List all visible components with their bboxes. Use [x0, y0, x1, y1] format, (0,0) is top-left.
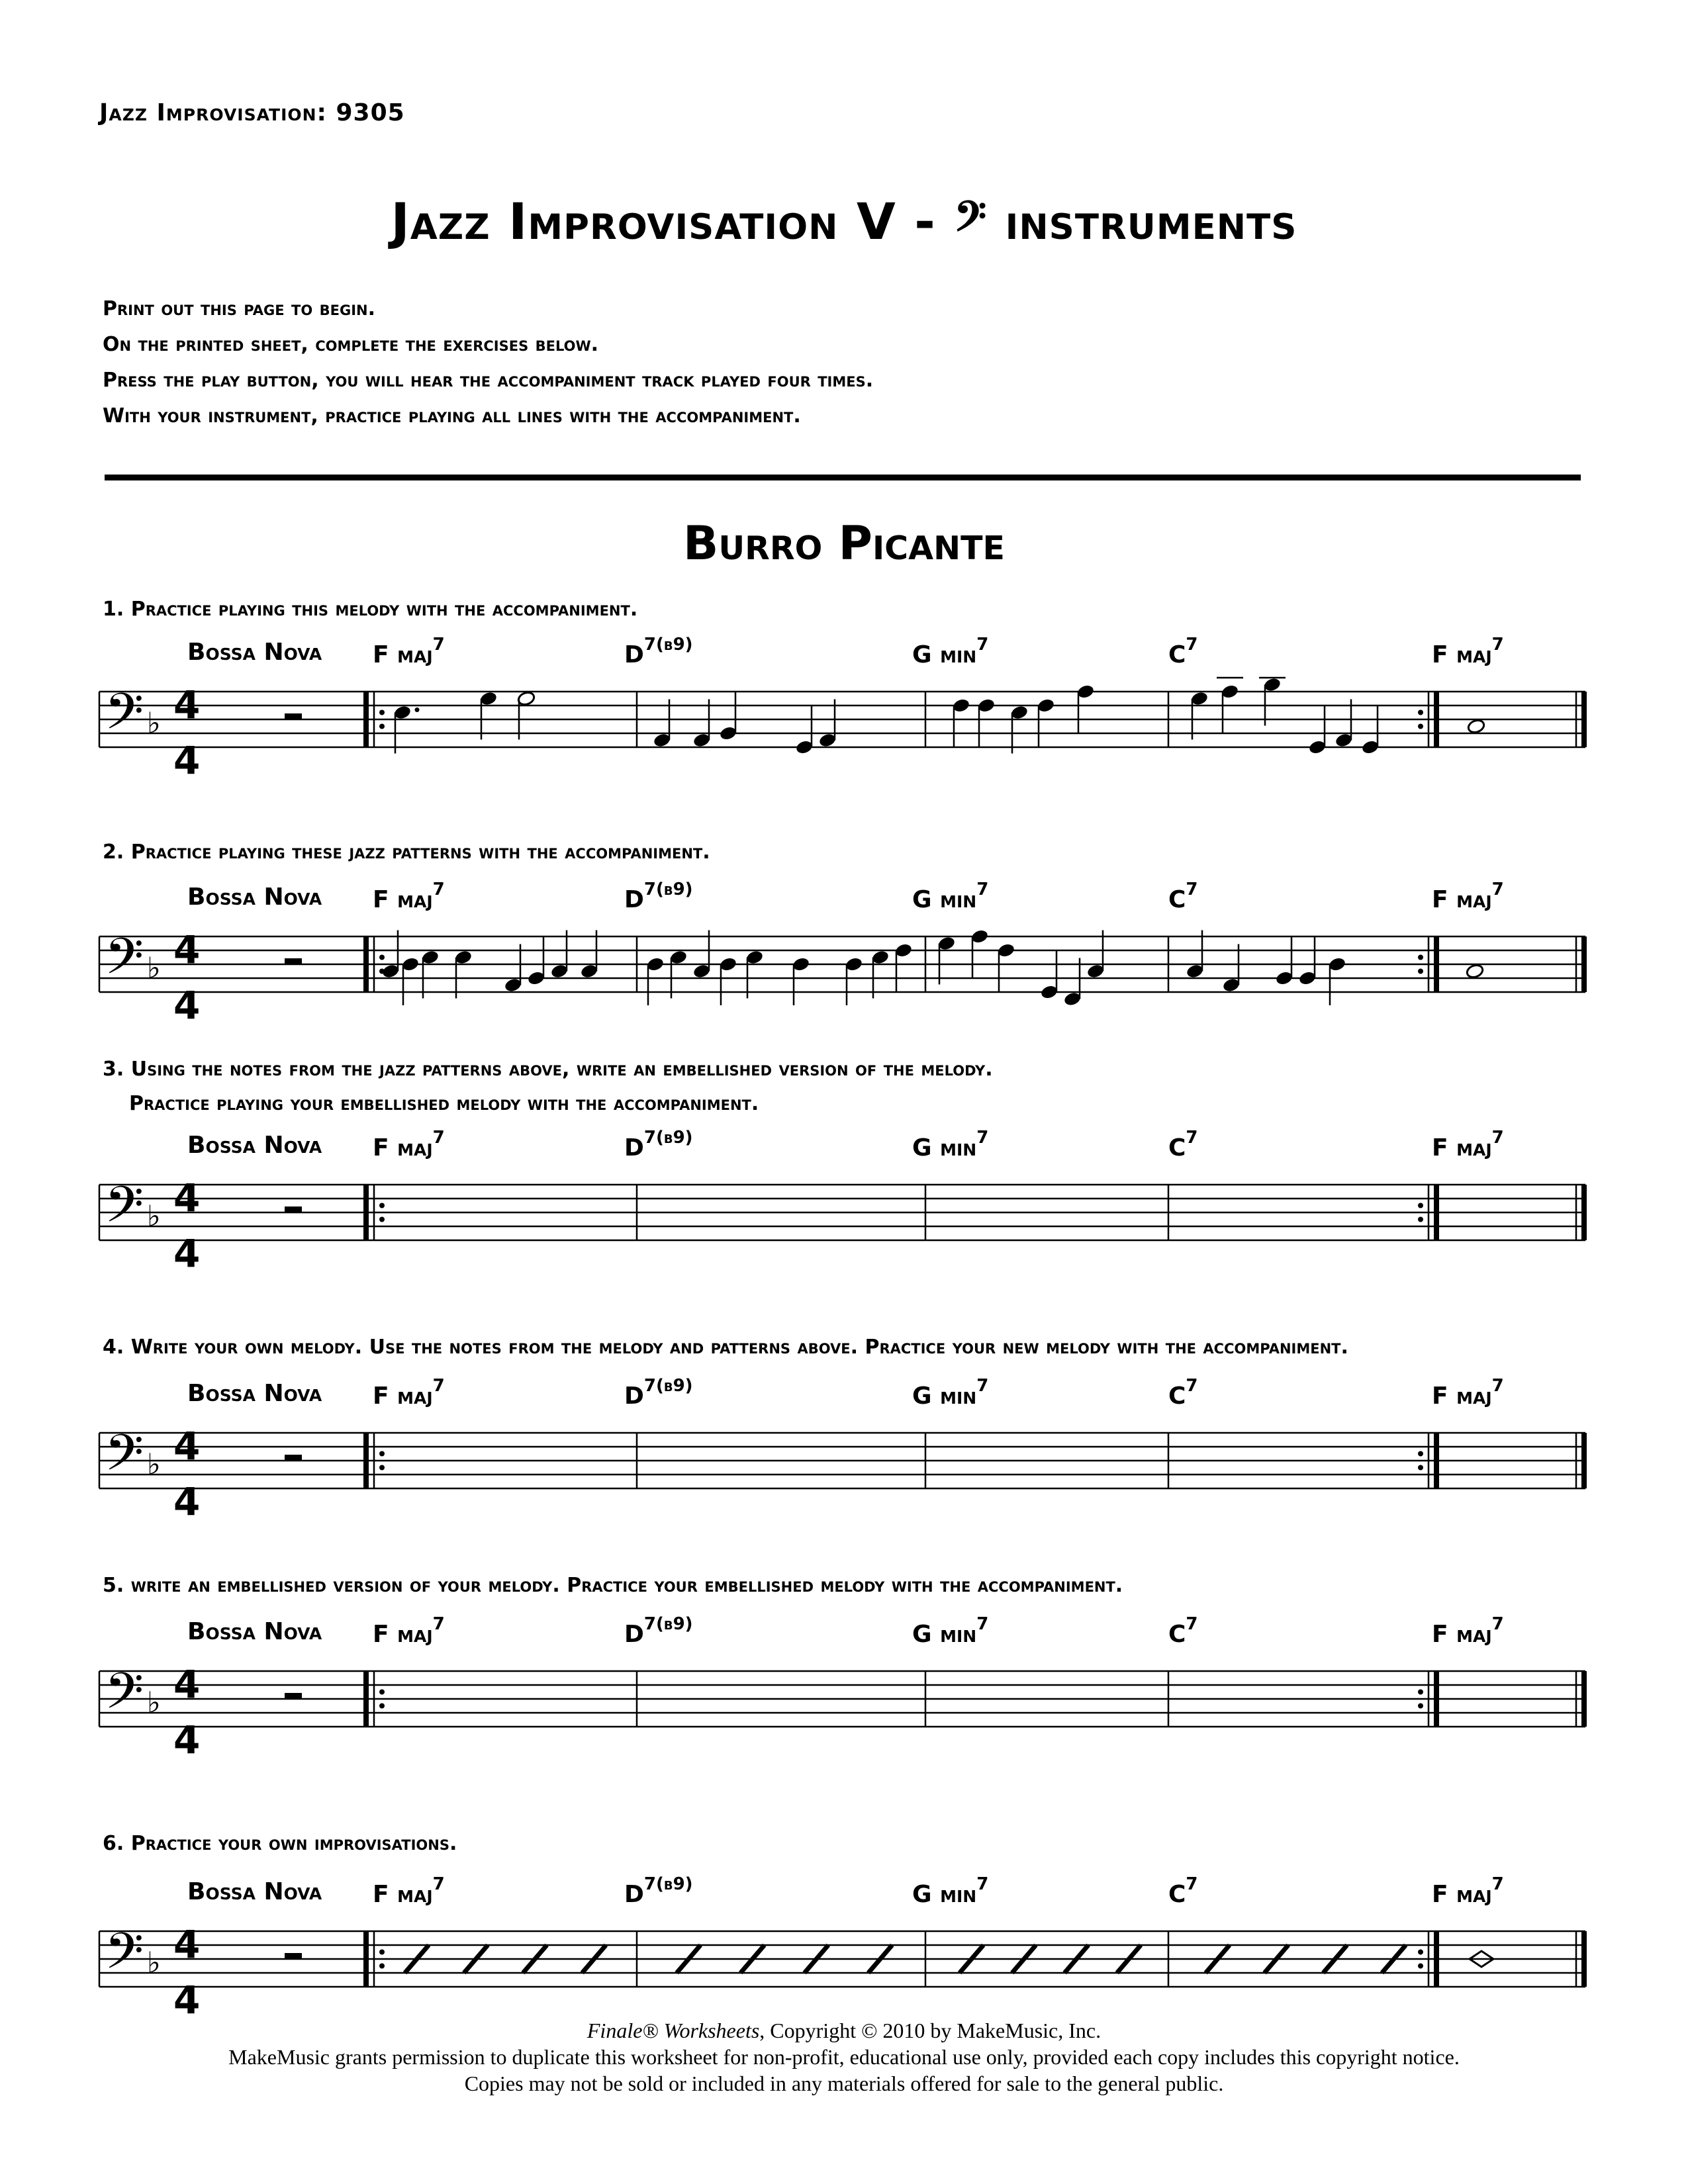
music-staff [0, 652, 1688, 784]
time-signature-bottom: 4 [173, 1717, 201, 1762]
music-staff [0, 1891, 1688, 2024]
note [692, 700, 711, 749]
note [1040, 951, 1058, 1000]
note [1308, 706, 1327, 755]
note [1298, 937, 1317, 986]
chord-symbol: $C^7$ [1168, 635, 1198, 668]
instruction-line: Print out this page to begin. [103, 297, 376, 320]
repeat-end-thick [1434, 692, 1439, 747]
note [421, 949, 440, 998]
note [977, 698, 996, 747]
key-signature-flat: ♭ [147, 706, 161, 741]
music-staff [0, 897, 1688, 1029]
bass-clef-icon: 𝄢 [105, 1662, 144, 1733]
half-rest [285, 1953, 302, 1959]
repeat-end-thick [1434, 1931, 1439, 1987]
style-label: Bossa Nova [187, 1618, 322, 1645]
time-signature-top: 4 [173, 927, 201, 972]
bass-clef-icon: 𝄢 [105, 1922, 144, 1993]
bass-clef-icon: 𝄢 [105, 1175, 144, 1246]
note [692, 931, 711, 979]
repeat-end-thick [1434, 1185, 1439, 1240]
chord-symbol: F maj$^7$ [373, 635, 445, 668]
chord-symbol: $D^{7(b9)}$ [624, 1376, 693, 1410]
time-signature-bottom: 4 [173, 1479, 201, 1524]
instruction-line: With your instrument, practice playing all lines with the accompaniment. [103, 404, 801, 428]
exercise-text: 3. Using the notes from the jazz patterns above, write an embellished version of the melody. [103, 1058, 993, 1081]
key-signature-flat: ♭ [147, 1447, 161, 1482]
chord-symbol: F maj$^7$ [373, 1614, 445, 1648]
footer-title: Finale® Worksheets [586, 2019, 760, 2042]
final-barline [1581, 692, 1587, 747]
note [504, 944, 522, 993]
note [1190, 690, 1209, 739]
exercise-text: 1. Practice playing this melody with the accompaniment. [103, 598, 638, 621]
repeat-start-thick [363, 1185, 369, 1240]
bass-clef-icon: 𝄢 [105, 927, 144, 998]
repeat-start-thick [363, 1433, 369, 1488]
note [795, 706, 814, 755]
time-signature-top: 4 [173, 682, 201, 727]
style-label: Bossa Nova [187, 884, 322, 911]
note [393, 704, 420, 753]
time-signature-bottom: 4 [173, 738, 201, 783]
time-signature-top: 4 [173, 1175, 201, 1220]
repeat-end-thick [1434, 1433, 1439, 1488]
chord-symbol: $C^7$ [1168, 1874, 1198, 1908]
repeat-start-thick [363, 692, 369, 747]
music-staff [0, 1393, 1688, 1525]
chord-symbol: F maj$^7$ [1432, 1128, 1504, 1161]
note [527, 937, 545, 986]
final-barline [1581, 936, 1587, 992]
chord-symbol: F maj$^7$ [373, 1874, 445, 1908]
divider [105, 475, 1581, 480]
chord-symbol: $C^7$ [1168, 880, 1198, 913]
note [719, 692, 737, 741]
note [1186, 931, 1204, 979]
note [669, 949, 688, 998]
note [550, 931, 569, 979]
half-rest [285, 958, 302, 964]
note [1076, 684, 1095, 733]
half-rest [285, 1693, 302, 1699]
style-label: Bossa Nova [187, 1380, 322, 1407]
note [1010, 704, 1029, 753]
style-label: Bossa Nova [187, 1878, 322, 1905]
note [745, 949, 764, 998]
chord-symbol: $D^{7(b9)}$ [624, 1614, 693, 1648]
chord-symbol: F maj$^7$ [1432, 1614, 1504, 1648]
note [1263, 676, 1282, 725]
time-signature-bottom: 4 [173, 1978, 201, 2023]
note [580, 931, 598, 979]
bass-clef-icon: 𝄢 [105, 1424, 144, 1494]
song-title: Burro Picante [683, 516, 1005, 570]
chord-symbol: $C^7$ [1168, 1376, 1198, 1410]
copyright-footer [0, 2017, 1688, 2097]
note [381, 931, 400, 979]
note [1063, 958, 1082, 1007]
half-rest [285, 1206, 302, 1212]
chord-symbol: F maj$^7$ [373, 880, 445, 913]
final-barline [1581, 1931, 1587, 1987]
chord-symbol: F maj$^7$ [1432, 1376, 1504, 1410]
chord-symbol: G $\min^7$ [912, 1128, 989, 1161]
style-label: Bossa Nova [187, 1132, 322, 1159]
note [479, 690, 498, 739]
time-signature-top: 4 [173, 1662, 201, 1707]
page-title: Jazz Improvisation V - 𝄢 instruments [391, 192, 1297, 251]
exercise-instruction [103, 592, 637, 627]
time-signature-bottom: 4 [173, 1231, 201, 1276]
note [970, 929, 989, 978]
exercise-instruction [103, 1330, 1348, 1365]
exercise-instruction [103, 1827, 457, 1861]
key-signature-flat: ♭ [147, 1946, 161, 1980]
note [1221, 684, 1239, 733]
note [952, 698, 970, 747]
instructions [103, 291, 873, 434]
footer-line1: , Copyright © 2010 by MakeMusic, Inc. [759, 2019, 1102, 2042]
key-signature-flat: ♭ [147, 1686, 161, 1720]
style-label: Bossa Nova [187, 639, 322, 666]
note [1361, 706, 1380, 755]
note [1086, 931, 1105, 979]
course-label: Jazz Improvisation: 9305 [99, 99, 405, 126]
chord-symbol: $D^{7(b9)}$ [624, 1874, 693, 1908]
half-rest [285, 713, 302, 719]
footer-line2: MakeMusic grants permission to duplicate this worksheet for non-profit, educational use only, provided each copy includes this copyright notice. [228, 2045, 1460, 2069]
chord-symbol: G $\min^7$ [912, 880, 989, 913]
chord-symbol: $C^7$ [1168, 1128, 1198, 1161]
time-signature-bottom: 4 [173, 983, 201, 1028]
note [871, 949, 890, 998]
chord-symbol: F maj$^7$ [1432, 880, 1504, 913]
instruction-line: Press the play button, you will hear the accompaniment track played four times. [103, 369, 874, 392]
music-staff [0, 1145, 1688, 1277]
note [719, 956, 737, 1005]
exercise-text: Practice playing your embellished melody with the accompaniment. [129, 1092, 759, 1115]
chord-symbol: F maj$^7$ [373, 1128, 445, 1161]
note [401, 956, 420, 1005]
note [1037, 698, 1055, 747]
time-signature-top: 4 [173, 1424, 201, 1469]
note [454, 949, 473, 998]
final-barline [1581, 1671, 1587, 1727]
exercise-instruction [103, 1569, 1123, 1603]
footer-line3: Copies may not be sold or included in any materials offered for sale to the general public. [464, 2071, 1224, 2095]
time-signature-top: 4 [173, 1922, 201, 1967]
note [517, 690, 536, 739]
chord-symbol: G $\min^7$ [912, 1874, 989, 1908]
repeat-start-thick [363, 1671, 369, 1727]
note [818, 700, 837, 749]
exercise-instruction [103, 1052, 993, 1121]
chord-symbol: $D^{7(b9)}$ [624, 880, 693, 913]
instruction-line: On the printed sheet, complete the exercises below. [103, 333, 599, 356]
note [1275, 937, 1293, 986]
bass-clef-icon: 𝄢 [105, 682, 144, 753]
note [1467, 718, 1485, 734]
note [646, 956, 665, 1005]
chord-symbol: G $\min^7$ [912, 635, 989, 668]
chord-symbol: F maj$^7$ [373, 1376, 445, 1410]
exercise-text: 5. write an embellished version of your melody. Practice your embellished melody with the accompaniment. [103, 1574, 1123, 1597]
note [1222, 944, 1241, 993]
note [845, 956, 863, 1005]
note [1335, 700, 1353, 749]
note [894, 942, 913, 991]
chord-symbol: F maj$^7$ [1432, 1874, 1504, 1908]
note [792, 956, 810, 1005]
chord-symbol: G $\min^7$ [912, 1376, 989, 1410]
exercise-instruction [103, 835, 710, 870]
key-signature-flat: ♭ [147, 951, 161, 985]
repeat-start-thick [363, 936, 369, 992]
repeat-end-thick [1434, 1671, 1439, 1727]
note [997, 942, 1015, 991]
chord-symbol: $C^7$ [1168, 1614, 1198, 1648]
exercise-text: 6. Practice your own improvisations. [103, 1832, 457, 1855]
note [1466, 963, 1484, 979]
note [653, 700, 671, 749]
music-staff [0, 1631, 1688, 1764]
chord-symbol: $D^{7(b9)}$ [624, 635, 693, 668]
key-signature-flat: ♭ [147, 1199, 161, 1234]
chord-symbol: $D^{7(b9)}$ [624, 1128, 693, 1161]
exercise-text: 4. Write your own melody. Use the notes from the melody and patterns above. Practice your new melody with the accompaniment. [103, 1336, 1348, 1359]
note [1328, 956, 1346, 1005]
final-barline [1581, 1185, 1587, 1240]
repeat-end-thick [1434, 936, 1439, 992]
final-barline [1581, 1433, 1587, 1488]
chord-symbol: G $\min^7$ [912, 1614, 989, 1648]
note [937, 935, 956, 984]
half-rest [285, 1455, 302, 1461]
chord-symbol: F maj$^7$ [1432, 635, 1504, 668]
repeat-start-thick [363, 1931, 369, 1987]
exercise-text: 2. Practice playing these jazz patterns with the accompaniment. [103, 841, 710, 864]
